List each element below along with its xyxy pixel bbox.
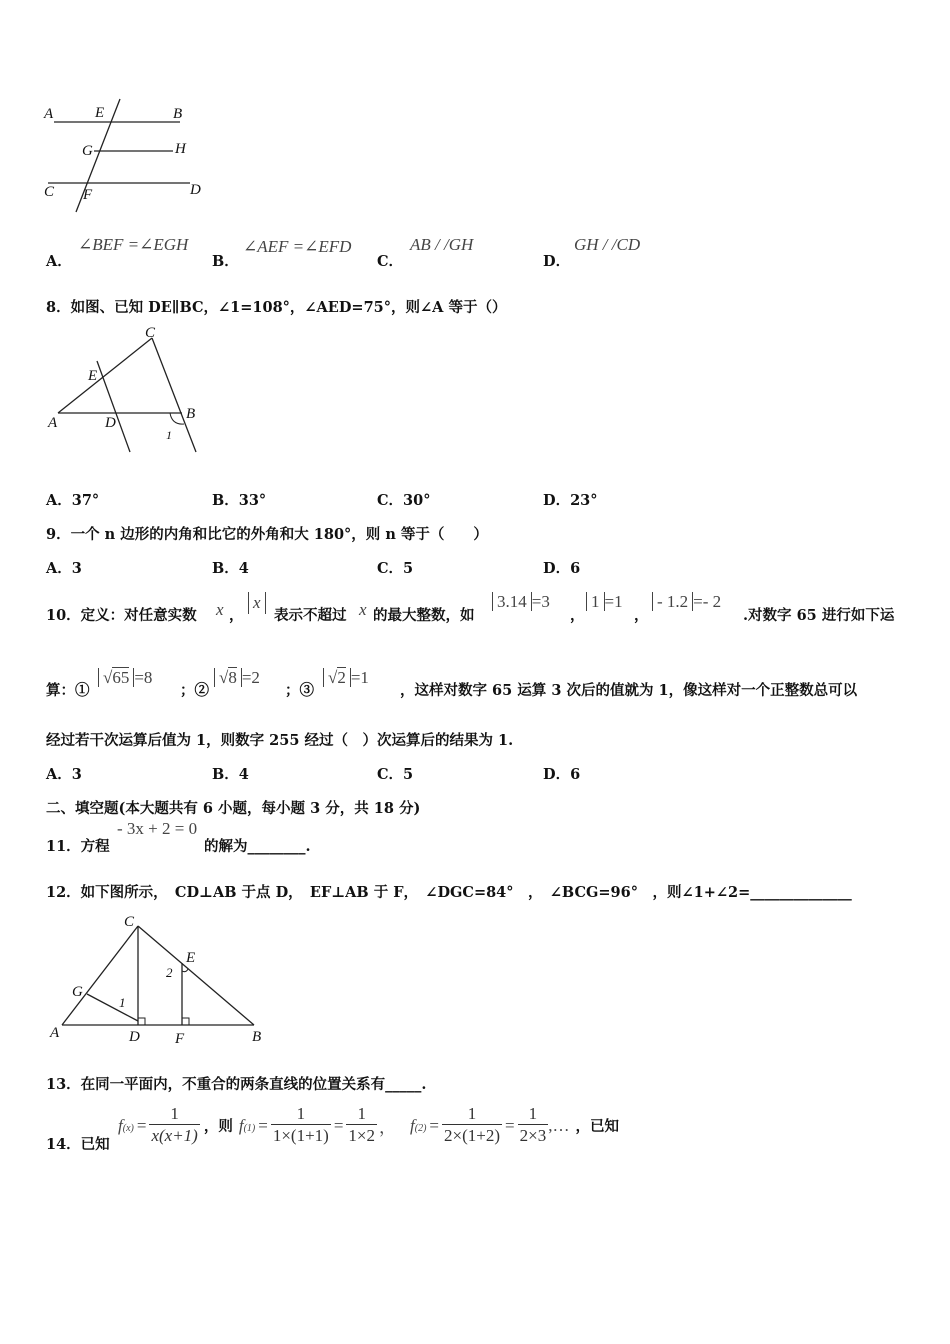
q9-option-b[interactable]: B．4	[212, 560, 249, 577]
frac-num: 1	[271, 1104, 331, 1125]
floor-3-14: 3.14	[492, 592, 532, 611]
option-letter: D．	[543, 253, 571, 270]
eq-sign: =	[429, 1115, 440, 1135]
floor-3-14-val: =3	[531, 592, 550, 611]
q10-line2-d: ，这样对数字 65 运算 3 次后的值就为 1，像这样对一个正整数总可以	[400, 682, 858, 699]
floor-1-val: =1	[604, 592, 623, 611]
fig12-label-d: D	[129, 1029, 140, 1045]
fig12-label-c: C	[124, 914, 135, 930]
q10-text-4: .对数字 65 进行如下运	[743, 607, 895, 624]
option-letter: C．	[377, 253, 404, 270]
q7-option-a[interactable]	[46, 250, 72, 271]
fig8-label-b: B	[186, 406, 196, 422]
sqrt-8: 8	[228, 668, 237, 687]
fig8-label-c: C	[145, 325, 156, 341]
q10-line2-b: ；②	[180, 682, 209, 699]
q8-option-c[interactable]: C．30°	[377, 492, 431, 509]
fig12-label-b: B	[252, 1029, 262, 1045]
q7-option-b-expr: ∠AEF =∠EFD	[243, 237, 352, 256]
q11-equation: - 3x + 2 = 0	[117, 819, 198, 838]
q10-sep: ，	[229, 607, 244, 624]
f-symbol: f	[118, 1115, 123, 1135]
fig12-label-1: 1	[119, 995, 126, 1010]
q10-op2: √8 =2	[214, 668, 260, 688]
fig12-label-a: A	[50, 1025, 60, 1041]
q10-var-x-2: x	[359, 600, 367, 619]
q10-line2-c: ；③	[285, 682, 314, 699]
eq-sign: =	[136, 1115, 147, 1135]
frac-den: 2×3	[519, 1126, 547, 1145]
eq-sign: =	[505, 1115, 515, 1135]
line-ed	[97, 361, 130, 452]
sqrt-2: 2	[337, 668, 346, 687]
fig12-label-g: G	[72, 984, 83, 1000]
q10-option-c[interactable]: C．5	[377, 766, 414, 783]
f-symbol: f	[410, 1115, 415, 1135]
q11-post[interactable]: 的解为________.	[204, 838, 311, 855]
q8-stem: 8．如图、已知 DE∥BC，∠1=108°，∠AED=75°，则∠A 等于（）	[46, 299, 507, 316]
right-angle-d	[138, 1018, 145, 1025]
floor-neg-1-2: - 1.2	[652, 592, 693, 611]
angle-2-arc	[182, 969, 188, 972]
q14-post: ，已知	[575, 1119, 619, 1135]
q10-op3: √2 =1	[323, 668, 369, 688]
q9-option-a[interactable]: A．3	[46, 560, 82, 577]
q9-option-c[interactable]: C．5	[377, 560, 414, 577]
q10-text-3: 的最大整数，如	[373, 607, 475, 624]
q10-sep-3: ，	[634, 607, 649, 624]
q10-floor-x	[248, 592, 266, 614]
q10-option-a[interactable]: A．3	[46, 766, 82, 783]
q8-option-d[interactable]: D．23°	[543, 492, 598, 509]
q9-option-d[interactable]: D．6	[543, 560, 581, 577]
fig7-label-e: E	[95, 105, 105, 121]
q12-figure	[44, 910, 274, 1050]
line-cb	[152, 338, 196, 452]
frac-num: 1	[442, 1104, 502, 1125]
frac-2a	[442, 1104, 502, 1147]
comma: ，	[379, 1118, 397, 1137]
option-letter: A．	[46, 253, 72, 270]
sub-x: (x)	[122, 1122, 134, 1134]
fig12-label-f: F	[175, 1031, 185, 1047]
eq-sign: =	[258, 1115, 268, 1135]
q14-mid: ，则	[203, 1119, 233, 1135]
side-ac	[62, 926, 138, 1025]
ellipsis: ,…	[548, 1115, 570, 1135]
f-x	[118, 1116, 134, 1136]
q10-sep-2: ，	[570, 607, 585, 624]
q7-figure	[40, 95, 220, 220]
q10-var-x: x	[216, 600, 224, 619]
fig7-label-b: B	[173, 106, 183, 122]
fig8-label-1: 1	[166, 428, 172, 442]
q8-option-b[interactable]: B．33°	[212, 492, 267, 509]
q7-option-d-expr: GH / /CD	[574, 235, 641, 254]
sub-1: (1)	[243, 1122, 256, 1134]
side-ac	[58, 338, 152, 413]
q10-line2-a: 算：①	[46, 682, 90, 699]
sqrt-8-val: =2	[241, 668, 260, 687]
q14-pre: 14．已知	[46, 1136, 110, 1153]
f-1	[239, 1116, 255, 1136]
q10-example-3	[652, 592, 721, 612]
q8-figure	[42, 324, 212, 459]
frac-x	[149, 1104, 199, 1147]
q7-option-b[interactable]	[212, 250, 239, 271]
q10-intro: 10．定义：对任意实数	[46, 607, 197, 624]
fig12-label-2: 2	[166, 965, 173, 980]
q7-option-a-expr: ∠BEF =∠EGH	[78, 235, 189, 254]
section-2-heading: 二、填空题(本大题共有 6 小题，每小题 3 分，共 18 分)	[46, 800, 421, 817]
fig12-label-e: E	[186, 950, 196, 966]
frac-den: 2×(1+2)	[444, 1126, 501, 1145]
fig8-label-d: D	[105, 415, 116, 431]
floor-neg-1-2-val: =- 2	[693, 592, 722, 611]
q10-op1: √65 =8	[98, 668, 152, 688]
q9-stem: 9．一个 n 边形的内角和比它的外角和大 180°，则 n 等于（ ）	[46, 526, 488, 543]
frac-den: 1×2	[348, 1126, 376, 1145]
fig8-label-a: A	[48, 415, 58, 431]
fig8-label-e: E	[88, 368, 98, 384]
q7-option-d[interactable]	[543, 250, 570, 271]
fig7-label-f: F	[83, 187, 93, 203]
q10-option-b[interactable]: B．4	[212, 766, 249, 783]
q10-example-2	[586, 592, 623, 612]
frac-den: 1×(1+1)	[272, 1126, 329, 1145]
frac-num: 1	[346, 1104, 377, 1125]
f-2	[410, 1116, 426, 1136]
side-cb	[138, 926, 254, 1025]
q8-option-a[interactable]: A．37°	[46, 492, 100, 509]
q7-option-c[interactable]	[377, 250, 403, 271]
q10-text-2: 表示不超过	[274, 607, 347, 624]
right-angle-f	[182, 1018, 189, 1025]
q10-example-1	[492, 592, 550, 612]
q13-stem[interactable]: 13．在同一平面内，不重合的两条直线的位置关系有_____.	[46, 1076, 427, 1093]
fig7-label-a: A	[44, 106, 54, 122]
q7-option-c-expr: AB / /GH	[410, 235, 474, 254]
frac-2b	[518, 1104, 549, 1147]
sqrt-65-val: =8	[134, 668, 153, 687]
fig7-label-c: C	[44, 184, 55, 200]
q14-formula	[118, 1104, 619, 1147]
frac-1b	[346, 1104, 377, 1147]
sub-2: (2)	[414, 1122, 427, 1134]
q10-line3: 经过若干次运算后值为 1，则数字 255 经过（ ）次运算后的结果为 1.	[46, 732, 514, 749]
sqrt-65: 65	[112, 668, 130, 687]
option-letter: B．	[212, 253, 239, 270]
q10-option-d[interactable]: D．6	[543, 766, 581, 783]
eq-sign: =	[333, 1115, 344, 1135]
fig7-label-h: H	[175, 141, 186, 157]
f-symbol: f	[238, 1115, 244, 1135]
q11-pre: 11．方程	[46, 838, 110, 855]
fig7-label-g: G	[82, 143, 93, 159]
frac-1a	[271, 1104, 331, 1147]
frac-num: 1	[518, 1104, 549, 1125]
frac-num: 1	[149, 1104, 199, 1125]
fig7-label-d: D	[190, 182, 201, 198]
floor-x-text: x	[253, 593, 261, 612]
frac-den: x(x+1)	[151, 1126, 198, 1145]
floor-1: 1	[586, 592, 605, 611]
sqrt-2-val: =1	[350, 668, 369, 687]
q12-stem: 12．如下图所示， CD⊥AB 于点 D， EF⊥AB 于 F， ∠DGC=84° ， ∠BCG=96° ，则∠1+∠2=______________	[46, 884, 852, 901]
segment-gd	[87, 994, 138, 1021]
